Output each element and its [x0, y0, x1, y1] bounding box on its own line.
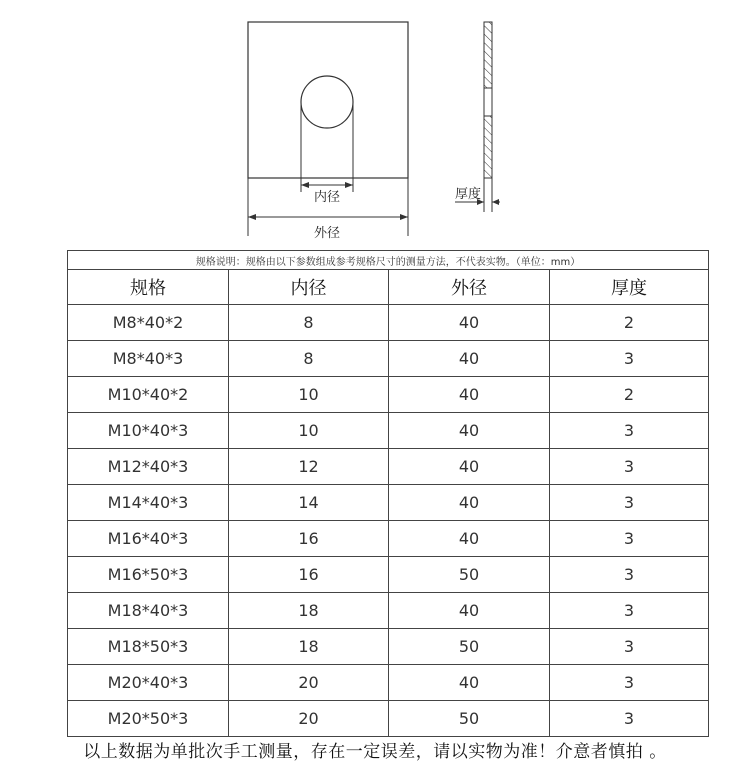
- cell-thickness: 3: [550, 413, 709, 449]
- inner-diameter-dimension: [301, 182, 353, 205]
- cell-inner-diameter: 20: [229, 701, 389, 737]
- cell-outer-diameter: 40: [389, 377, 550, 413]
- header-inner-diameter: 内径: [229, 270, 389, 305]
- cell-spec: M20*40*3: [68, 665, 229, 701]
- footer-note: 以上数据为单批次手工测量，存在一定误差，请以实物为准！介意者慎拍 。: [83, 742, 667, 762]
- table-row: [68, 557, 709, 593]
- outer-diameter-label: 外径: [313, 226, 341, 241]
- cell-outer-diameter: 40: [389, 485, 550, 521]
- cell-thickness: 3: [550, 521, 709, 557]
- washer-side-view: [484, 22, 492, 212]
- cell-spec: M8*40*3: [68, 341, 229, 377]
- table-row: [68, 485, 709, 521]
- cell-inner-diameter: 10: [229, 413, 389, 449]
- cell-inner-diameter: 18: [229, 593, 389, 629]
- inner-diameter-label: 内径: [313, 190, 341, 205]
- table-header-row: [68, 270, 709, 305]
- cell-outer-diameter: 40: [389, 593, 550, 629]
- cell-thickness: 3: [550, 485, 709, 521]
- table-note-row: [68, 251, 709, 270]
- cell-thickness: 3: [550, 593, 709, 629]
- table-row: [68, 665, 709, 701]
- table-row: [68, 593, 709, 629]
- cell-inner-diameter: 8: [229, 341, 389, 377]
- cell-outer-diameter: 40: [389, 665, 550, 701]
- table-row: [68, 341, 709, 377]
- cell-thickness: 3: [550, 629, 709, 665]
- table-note: 规格说明：规格由以下参数组成参考规格尺寸的测量方法，不代表实物。（单位：mm）: [68, 251, 709, 270]
- header-outer-diameter: 外径: [389, 270, 550, 305]
- table-row: [68, 449, 709, 485]
- cell-inner-diameter: 14: [229, 485, 389, 521]
- cell-spec: M14*40*3: [68, 485, 229, 521]
- cell-thickness: 3: [550, 449, 709, 485]
- thickness-label: 厚度: [454, 187, 482, 202]
- cell-outer-diameter: 40: [389, 521, 550, 557]
- table-row: [68, 629, 709, 665]
- cell-spec: M16*40*3: [68, 521, 229, 557]
- cell-spec: M12*40*3: [68, 449, 229, 485]
- cell-spec: M10*40*3: [68, 413, 229, 449]
- cell-outer-diameter: 40: [389, 413, 550, 449]
- cell-spec: M18*50*3: [68, 629, 229, 665]
- cell-inner-diameter: 16: [229, 557, 389, 593]
- cell-thickness: 3: [550, 341, 709, 377]
- spec-table: [67, 250, 709, 737]
- cell-spec: M18*40*3: [68, 593, 229, 629]
- cell-inner-diameter: 18: [229, 629, 389, 665]
- cell-outer-diameter: 40: [389, 341, 550, 377]
- cell-inner-diameter: 12: [229, 449, 389, 485]
- cell-thickness: 3: [550, 557, 709, 593]
- outer-diameter-dimension: [248, 178, 408, 241]
- header-thickness: 厚度: [550, 270, 709, 305]
- cell-spec: M16*50*3: [68, 557, 229, 593]
- washer-front-view: [248, 22, 408, 192]
- cell-outer-diameter: 50: [389, 629, 550, 665]
- cell-outer-diameter: 50: [389, 557, 550, 593]
- cell-outer-diameter: 40: [389, 305, 550, 341]
- cell-inner-diameter: 10: [229, 377, 389, 413]
- cell-inner-diameter: 20: [229, 665, 389, 701]
- table-row: [68, 413, 709, 449]
- header-spec: 规格: [68, 270, 229, 305]
- table-row: [68, 377, 709, 413]
- table-row: [68, 305, 709, 341]
- cell-thickness: 2: [550, 377, 709, 413]
- cell-outer-diameter: 50: [389, 701, 550, 737]
- thickness-dimension: [455, 186, 500, 205]
- cell-thickness: 3: [550, 665, 709, 701]
- cell-thickness: 3: [550, 701, 709, 737]
- cell-outer-diameter: 40: [389, 449, 550, 485]
- cell-spec: M20*50*3: [68, 701, 229, 737]
- table-row: [68, 521, 709, 557]
- table-row: [68, 701, 709, 737]
- washer-dimension-diagram: [0, 0, 750, 250]
- cell-spec: M8*40*2: [68, 305, 229, 341]
- cell-spec: M10*40*2: [68, 377, 229, 413]
- cell-inner-diameter: 8: [229, 305, 389, 341]
- cell-thickness: 2: [550, 305, 709, 341]
- cell-inner-diameter: 16: [229, 521, 389, 557]
